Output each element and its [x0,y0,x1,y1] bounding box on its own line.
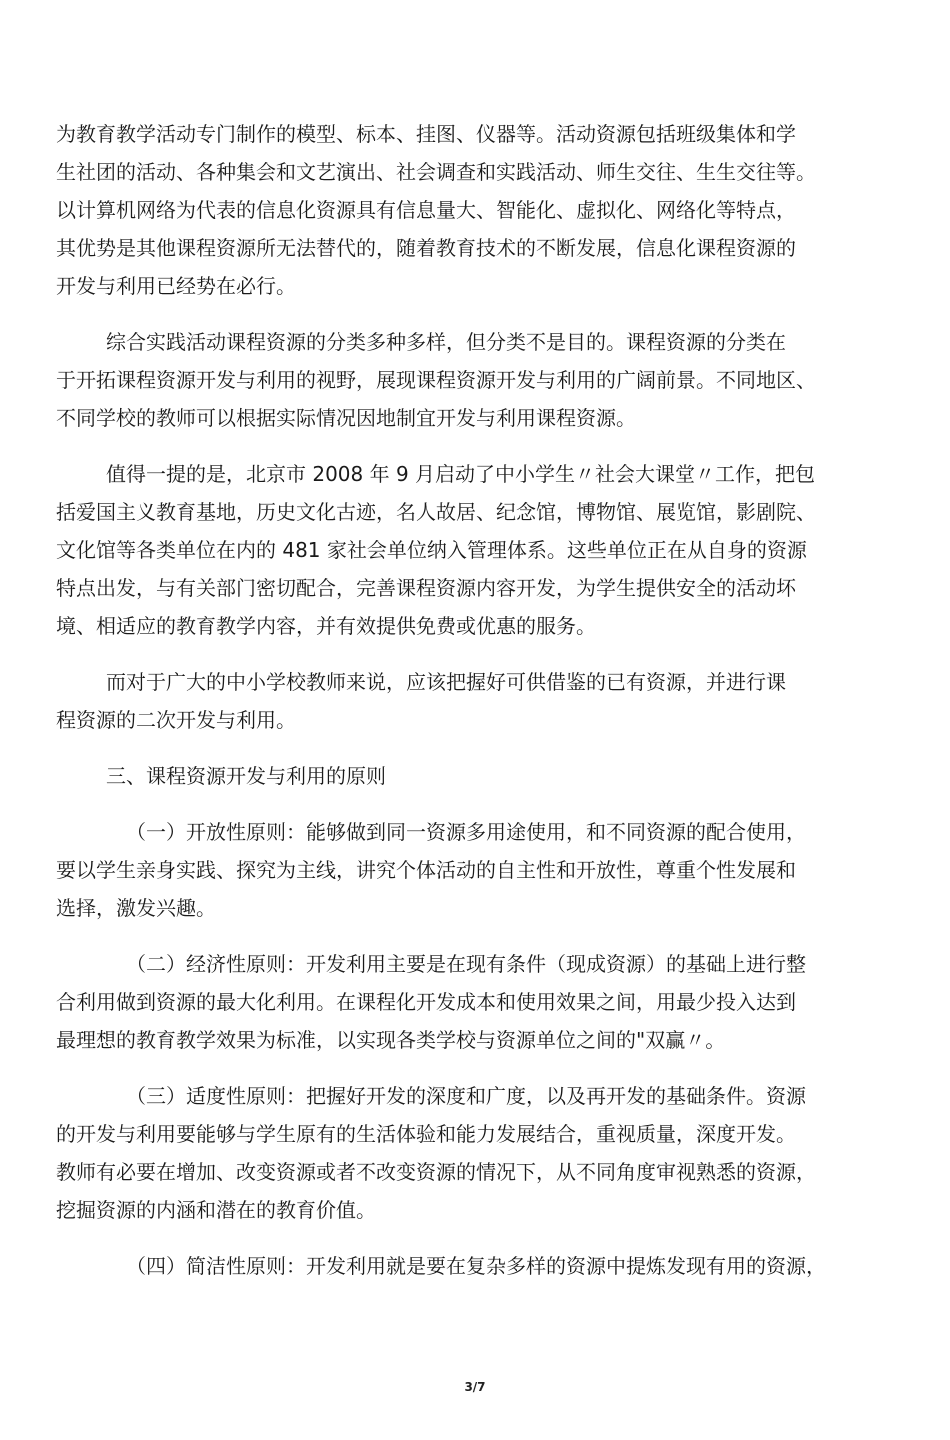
text-line: 特点出发，与有关部门密切配合，完善课程资源内容开发，为学生提供安全的活动坏 [56,576,796,600]
text-line: 于开拓课程资源开发与利用的视野，展现课程资源开发与利用的广阔前景。不同地区、 [56,368,816,392]
text-line: 其优势是其他课程资源所无法替代的，随着教育技术的不断发展，信息化课程资源的 [56,236,796,260]
text-line: 最理想的教育教学效果为标准，以实现各类学校与资源单位之间的"双赢〃。 [56,1028,726,1052]
text-line: 综合实践活动课程资源的分类多种多样，但分类不是目的。课程资源的分类在 [106,330,786,354]
text-line: （四）简洁性原则：开发利用就是要在复杂多样的资源中提炼发现有用的资源， [126,1254,826,1278]
text-line: 合利用做到资源的最大化利用。在课程化开发成本和使用效果之间，用最少投入达到 [56,990,796,1014]
text-line: 的开发与利用要能够与学生原有的生活体验和能力发展结合，重视质量，深度开发。 [56,1122,796,1146]
text-line: 生社团的活动、各种集会和文艺演出、社会调查和实践活动、师生交往、生生交往等。 [56,160,816,184]
text-line: （三）适度性原则：把握好开发的深度和广度，以及再开发的基础条件。资源 [126,1084,806,1108]
text-line: 选择，激发兴趣。 [56,896,216,920]
text-line: 以计算机网络为代表的信息化资源具有信息量大、智能化、虚拟化、网络化等特点， [56,198,796,222]
text-line: 文化馆等各类单位在内的 481 家社会单位纳入管理体系。这些单位正在从自身的资源 [56,538,807,562]
text-line: 程资源的二次开发与利用。 [56,708,296,732]
text-line: 而对于广大的中小学校教师来说，应该把握好可供借鉴的已有资源，并进行课 [106,670,786,694]
text-line: 括爱国主义教育基地，历史文化古迹，名人故居、纪念馆，博物馆、展览馆，影剧院、 [56,500,816,524]
text-line: 不同学校的教师可以根据实际情况因地制宜开发与利用课程资源。 [56,406,636,430]
text-line: 开发与利用已经势在必行。 [56,274,296,298]
text-line: 挖掘资源的内涵和潜在的教育价值。 [56,1198,376,1222]
page-number: 3/7 [464,1380,486,1394]
text-line: 教师有必要在增加、改变资源或者不改变资源的情况下，从不同角度审视熟悉的资源， [56,1160,816,1184]
text-line: 为教育教学活动专门制作的模型、标本、挂图、仪器等。活动资源包括班级集体和学 [56,122,796,146]
text-line: 境、相适应的教育教学内容，并有效提供免费或优惠的服务。 [56,614,596,638]
section-heading: 三、课程资源开发与利用的原则 [106,764,386,788]
text-line: 值得一提的是，北京市 2008 年 9 月启动了中小学生〃社会大课堂〃工作，把包 [106,462,816,486]
text-line: 要以学生亲身实践、探究为主线，讲究个体活动的自主性和开放性，尊重个性发展和 [56,858,796,882]
text-line: （二）经济性原则：开发利用主要是在现有条件（现成资源）的基础上进行整 [126,952,806,976]
text-line: （一）开放性原则：能够做到同一资源多用途使用，和不同资源的配合使用， [126,820,806,844]
